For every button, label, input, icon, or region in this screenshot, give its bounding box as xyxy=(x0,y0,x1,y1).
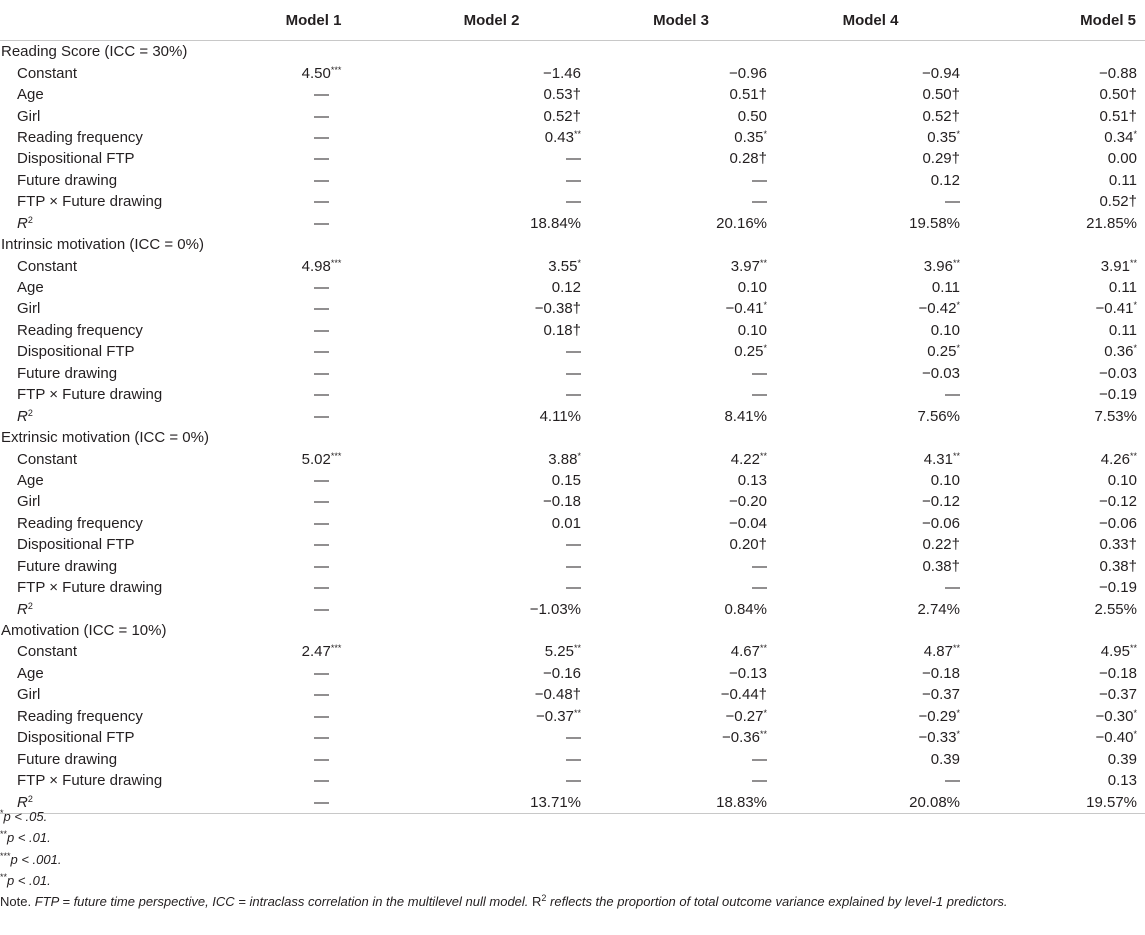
significance-mark: * xyxy=(1133,707,1137,718)
cell-model-4: −0.12 xyxy=(922,493,960,511)
cell-model-4: 20.08% xyxy=(774,791,967,813)
significance-mark: 2 xyxy=(27,407,33,418)
cell-model-2: — xyxy=(566,343,581,361)
cell-model-3: 0.20† xyxy=(729,536,767,554)
cell-model-3: 0.10 xyxy=(737,279,767,297)
cell-model-2: 0.12 xyxy=(551,279,581,297)
cell-model-1: — xyxy=(314,386,329,404)
cell-model-1: 4.98*** xyxy=(301,257,342,275)
cell-model-2: — xyxy=(566,150,581,168)
cell-model-5: 3.91** xyxy=(1100,257,1137,275)
cell-model-5: 4.26** xyxy=(1100,450,1137,468)
significance-mark: * xyxy=(1133,300,1137,311)
cell-model-1: 2.47*** xyxy=(301,643,342,661)
cell-model-3: 0.50 xyxy=(737,107,767,125)
row-label: Reading frequency xyxy=(17,321,143,339)
table-row xyxy=(0,127,1145,148)
cell-model-4: 2.74% xyxy=(917,600,960,618)
cell-model-1: — xyxy=(314,128,329,146)
section-header-row xyxy=(0,41,1145,63)
header-model-3: Model 3 xyxy=(588,0,774,41)
header-model-1: Model 1 xyxy=(232,0,395,41)
cell-model-4: 4.31** xyxy=(923,450,960,468)
cell-model-3: −0.36** xyxy=(722,729,767,747)
section-title: Reading Score (ICC = 30%) xyxy=(1,43,188,61)
cell-model-3: 18.83% xyxy=(588,791,774,813)
cell-model-2: — xyxy=(566,729,581,747)
cell-model-1: — xyxy=(314,471,329,489)
footnote-text: p < .001. xyxy=(10,851,62,867)
cell-model-3: 4.67** xyxy=(730,643,767,661)
footnote-text: p < .01. xyxy=(7,872,51,888)
cell-model-2: −1.46 xyxy=(543,64,581,82)
cell-model-3: — xyxy=(752,750,767,768)
cell-model-2: — xyxy=(566,557,581,575)
cell-model-4: 0.38† xyxy=(922,557,960,575)
significance-mark: * xyxy=(763,707,767,718)
cell-model-5: 0.00 xyxy=(1107,150,1137,168)
cell-model-4: 0.29† xyxy=(922,150,960,168)
cell-model-3: −0.44† xyxy=(720,686,767,704)
cell-model-4: 0.25* xyxy=(927,343,960,361)
cell-model-2: — xyxy=(566,171,581,189)
table-row xyxy=(0,491,1145,512)
cell-model-4: 0.35* xyxy=(927,128,960,146)
cell-model-2: 5.25** xyxy=(544,643,581,661)
cell-model-3: −0.20 xyxy=(729,493,767,511)
cell-model-3: 0.10 xyxy=(737,321,767,339)
significance-mark: * xyxy=(956,707,960,718)
cell-model-5: 0.13 xyxy=(1107,772,1137,790)
row-label: Age xyxy=(17,664,44,682)
cell-model-1: — xyxy=(314,664,329,682)
cell-model-5: −0.40* xyxy=(1095,729,1137,747)
cell-model-1: — xyxy=(314,514,329,532)
significance-mark: ** xyxy=(952,643,960,654)
cell-model-5: −0.19 xyxy=(1099,386,1137,404)
significance-mark: ** xyxy=(1129,450,1137,461)
cell-model-1: — xyxy=(314,300,329,318)
cell-model-5: −0.03 xyxy=(1099,364,1137,382)
cell-model-1: — xyxy=(314,279,329,297)
cell-model-3: 3.97** xyxy=(730,257,767,275)
row-label: Dispositional FTP xyxy=(17,729,135,747)
cell-model-4: — xyxy=(945,772,960,790)
table-row xyxy=(0,363,1145,384)
significance-mark: 2 xyxy=(27,214,33,225)
significance-mark: * xyxy=(1133,729,1137,740)
cell-model-4: −0.06 xyxy=(922,514,960,532)
table-row xyxy=(0,84,1145,105)
footnote-mark: ** xyxy=(0,871,8,882)
row-label: Constant xyxy=(17,257,78,275)
cell-model-1: — xyxy=(314,214,329,232)
row-label: Reading frequency xyxy=(17,128,143,146)
cell-model-3: 0.25* xyxy=(734,343,767,361)
cell-model-4: −0.37 xyxy=(922,686,960,704)
r-squared-label: R xyxy=(17,214,28,232)
table-row xyxy=(0,577,1145,598)
significance-mark: ** xyxy=(759,643,767,654)
significance-mark: *** xyxy=(330,450,342,461)
cell-model-5: 0.11 xyxy=(1108,321,1137,339)
cell-model-4: — xyxy=(945,579,960,597)
table-row xyxy=(0,405,1145,426)
row-label: Age xyxy=(17,86,44,104)
cell-model-3: −0.27* xyxy=(725,707,767,725)
note-prefix: Note. xyxy=(0,894,35,910)
table-row xyxy=(0,191,1145,212)
section-title: Extrinsic motivation (ICC = 0%) xyxy=(1,429,209,447)
section-title: Amotivation (ICC = 10%) xyxy=(1,622,167,640)
footnote-text: p < .01. xyxy=(7,830,51,846)
cell-model-5: 0.38† xyxy=(1099,557,1137,575)
cell-model-4: −0.33* xyxy=(918,729,960,747)
cell-model-2: — xyxy=(566,386,581,404)
cell-model-3: — xyxy=(752,171,767,189)
table-row xyxy=(0,770,1145,791)
cell-model-5: −0.19 xyxy=(1099,579,1137,597)
table-row xyxy=(0,513,1145,534)
cell-model-1: — xyxy=(314,750,329,768)
cell-model-4: 4.87** xyxy=(923,643,960,661)
row-label: Constant xyxy=(17,64,78,82)
cell-model-2: — xyxy=(566,750,581,768)
cell-model-4: 0.10 xyxy=(930,321,960,339)
cell-model-4: 0.12 xyxy=(930,171,960,189)
table-row xyxy=(0,641,1145,662)
table-row xyxy=(0,663,1145,684)
row-label: Dispositional FTP xyxy=(17,536,135,554)
row-label: Age xyxy=(17,471,44,489)
cell-model-4: — xyxy=(945,386,960,404)
cell-model-2: 13.71% xyxy=(395,791,588,813)
cell-model-2: −0.18 xyxy=(543,493,581,511)
cell-model-3: −0.13 xyxy=(729,664,767,682)
cell-model-3: — xyxy=(752,772,767,790)
cell-model-2: 4.11% xyxy=(539,407,581,425)
r-squared-label: R xyxy=(17,600,28,618)
significance-mark: 2 xyxy=(27,793,33,804)
cell-model-1: — xyxy=(314,171,329,189)
cell-model-1: — xyxy=(314,686,329,704)
table-row xyxy=(0,748,1145,769)
table-row xyxy=(0,448,1145,469)
cell-model-2: −0.48† xyxy=(534,686,581,704)
cell-model-3: — xyxy=(752,364,767,382)
cell-model-3: 0.84% xyxy=(724,600,767,618)
significance-mark: ** xyxy=(573,128,581,139)
cell-model-4: −0.94 xyxy=(922,64,960,82)
table-row xyxy=(0,341,1145,362)
row-label: Reading frequency xyxy=(17,707,143,725)
cell-model-1: — xyxy=(314,364,329,382)
row-label: Age xyxy=(17,279,44,297)
cell-model-5: −0.37 xyxy=(1099,686,1137,704)
row-label: Future drawing xyxy=(17,364,118,382)
cell-model-3: −0.41* xyxy=(725,300,767,318)
header-model-4: Model 4 xyxy=(774,0,967,41)
note-italic: FTP = future time perspective, ICC = intraclass correlation in the multilevel null model. xyxy=(34,894,529,910)
significance-mark: ** xyxy=(1129,257,1137,268)
row-label: Constant xyxy=(17,450,78,468)
significance-mark: * xyxy=(956,128,960,139)
significance-mark: ** xyxy=(759,450,767,461)
cell-model-5: 0.10 xyxy=(1107,471,1137,489)
footnote-p001 xyxy=(0,849,1145,870)
cell-model-5: −0.41* xyxy=(1095,300,1137,318)
significance-mark: * xyxy=(956,343,960,354)
significance-mark: ** xyxy=(759,257,767,268)
significance-mark: ** xyxy=(759,729,767,740)
cell-model-3: 0.13 xyxy=(737,471,767,489)
cell-model-1: — xyxy=(314,493,329,511)
header-model-2: Model 2 xyxy=(395,0,588,41)
cell-model-1: — xyxy=(314,707,329,725)
footnote-p05 xyxy=(0,806,1145,827)
table-row xyxy=(0,148,1145,169)
section-header-row xyxy=(0,234,1145,255)
row-label xyxy=(0,405,232,426)
cell-model-5: 0.36* xyxy=(1104,343,1137,361)
table-row xyxy=(0,320,1145,341)
cell-model-1: — xyxy=(314,407,329,425)
row-label: FTP × Future drawing xyxy=(17,579,163,597)
significance-mark: ** xyxy=(952,257,960,268)
cell-model-4: −0.42* xyxy=(918,300,960,318)
cell-model-2: 0.01 xyxy=(551,514,581,532)
significance-mark: * xyxy=(577,257,581,268)
row-label: Girl xyxy=(17,493,41,511)
table-row xyxy=(0,598,1145,619)
significance-mark: *** xyxy=(330,257,342,268)
cell-model-4: 0.50† xyxy=(922,86,960,104)
r-squared-label: R xyxy=(17,407,28,425)
significance-mark: * xyxy=(1133,128,1137,139)
row-label xyxy=(0,213,232,234)
section-header-row xyxy=(0,427,1145,448)
header-blank xyxy=(0,0,232,41)
table-body xyxy=(0,41,1145,814)
footnote-mark: * xyxy=(0,808,4,818)
note-r2-label: $R^2$ xyxy=(528,893,547,910)
table-notes xyxy=(0,806,1145,912)
cell-model-4: — xyxy=(945,193,960,211)
row-label: Dispositional FTP xyxy=(17,150,135,168)
cell-model-4: 0.11 xyxy=(931,279,960,297)
section-header-row xyxy=(0,620,1145,641)
cell-model-4: −0.18 xyxy=(922,664,960,682)
cell-model-5: 2.55% xyxy=(1094,600,1137,618)
row-label: Girl xyxy=(17,300,41,318)
cell-model-5: 0.39 xyxy=(1107,750,1137,768)
cell-model-2: 0.18† xyxy=(543,321,581,339)
cell-model-1: — xyxy=(314,150,329,168)
cell-model-4: 0.39 xyxy=(930,750,960,768)
row-label: Future drawing xyxy=(17,557,118,575)
cell-model-2: — xyxy=(566,579,581,597)
note-tail: reflects the proportion of total outcome variance explained by level-1 predictors. xyxy=(546,894,1008,910)
cell-model-2: 0.15 xyxy=(551,471,581,489)
table-row xyxy=(0,298,1145,319)
cell-model-4: 0.22† xyxy=(922,536,960,554)
cell-model-5: −0.06 xyxy=(1099,514,1137,532)
row-label: Dispositional FTP xyxy=(17,343,135,361)
row-label: Girl xyxy=(17,107,41,125)
significance-mark: * xyxy=(956,729,960,740)
significance-mark: * xyxy=(1133,343,1137,354)
footnote-p01 xyxy=(0,827,1145,848)
row-label xyxy=(0,598,232,619)
table-row xyxy=(0,62,1145,83)
cell-model-4: 19.58% xyxy=(909,214,960,232)
cell-model-3: 0.28† xyxy=(729,150,767,168)
significance-mark: * xyxy=(763,343,767,354)
cell-model-5: 7.53% xyxy=(1094,407,1137,425)
table-row xyxy=(0,170,1145,191)
cell-model-3: — xyxy=(752,579,767,597)
cell-model-5: −0.18 xyxy=(1099,664,1137,682)
row-label: Reading frequency xyxy=(17,514,143,532)
row-label: Future drawing xyxy=(17,750,118,768)
row-label: FTP × Future drawing xyxy=(17,386,163,404)
cell-model-3: 0.35* xyxy=(734,128,767,146)
cell-model-2: 0.53† xyxy=(543,86,581,104)
cell-model-1: — xyxy=(314,86,329,104)
cell-model-5: 0.52† xyxy=(1099,193,1137,211)
cell-model-1: — xyxy=(314,579,329,597)
cell-model-2: 18.84% xyxy=(530,214,581,232)
significance-mark: ** xyxy=(573,707,581,718)
cell-model-1: — xyxy=(314,343,329,361)
significance-mark: ** xyxy=(952,450,960,461)
cell-model-1: — xyxy=(232,791,395,813)
table-row xyxy=(0,684,1145,705)
significance-mark: *** xyxy=(330,643,342,654)
cell-model-2: 0.43** xyxy=(544,128,581,146)
cell-model-3: — xyxy=(752,386,767,404)
significance-mark: ** xyxy=(1129,643,1137,654)
table-row xyxy=(0,727,1145,748)
cell-model-5: 0.33† xyxy=(1099,536,1137,554)
row-label: Constant xyxy=(17,643,78,661)
cell-model-2: — xyxy=(566,193,581,211)
r-squared-label: R xyxy=(17,793,28,811)
cell-model-3: 0.51† xyxy=(729,86,767,104)
table-row xyxy=(0,255,1145,276)
cell-model-2: −0.37** xyxy=(536,707,581,725)
cell-model-1: — xyxy=(314,536,329,554)
cell-model-5: 0.34* xyxy=(1104,128,1137,146)
header-row xyxy=(0,0,1145,41)
footnote-mark: *** xyxy=(0,850,11,861)
significance-mark: 2 xyxy=(541,893,547,904)
significance-mark: ** xyxy=(573,643,581,654)
cell-model-4: −0.03 xyxy=(922,364,960,382)
cell-model-5: 0.11 xyxy=(1108,171,1137,189)
row-label: Girl xyxy=(17,686,41,704)
cell-model-1: — xyxy=(314,729,329,747)
cell-model-5: 4.95** xyxy=(1100,643,1137,661)
cell-model-3: 4.22** xyxy=(730,450,767,468)
cell-model-1: — xyxy=(314,772,329,790)
significance-mark: * xyxy=(956,300,960,311)
cell-model-5: −0.88 xyxy=(1099,64,1137,82)
cell-model-2: — xyxy=(566,536,581,554)
cell-model-3: −0.04 xyxy=(729,514,767,532)
significance-mark: * xyxy=(763,300,767,311)
significance-mark: * xyxy=(577,450,581,461)
row-label: Future drawing xyxy=(17,171,118,189)
cell-model-1: — xyxy=(314,321,329,339)
cell-model-3: — xyxy=(752,557,767,575)
footnote-p01-repeat xyxy=(0,870,1145,891)
table-row xyxy=(0,277,1145,298)
cell-model-1: 5.02*** xyxy=(301,450,342,468)
cell-model-1: 4.50*** xyxy=(301,64,342,82)
cell-model-3: — xyxy=(752,193,767,211)
cell-model-1: — xyxy=(314,193,329,211)
footnote-text: p < .05. xyxy=(3,809,48,824)
table-row xyxy=(0,534,1145,555)
cell-model-2: −1.03% xyxy=(529,600,581,618)
significance-mark: *** xyxy=(330,64,342,75)
table-row xyxy=(0,470,1145,491)
cell-model-3: 20.16% xyxy=(716,214,767,232)
cell-model-5: −0.30* xyxy=(1095,707,1137,725)
table-row xyxy=(0,706,1145,727)
cell-model-2: 3.88* xyxy=(548,450,581,468)
header-model-5: Model 5 xyxy=(967,0,1145,41)
cell-model-2: — xyxy=(566,364,581,382)
cell-model-2: 0.52† xyxy=(543,107,581,125)
cell-model-2: −0.38† xyxy=(534,300,581,318)
cell-model-3: −0.96 xyxy=(729,64,767,82)
section-title: Intrinsic motivation (ICC = 0%) xyxy=(1,236,204,254)
table-row xyxy=(0,556,1145,577)
cell-model-4: 7.56% xyxy=(917,407,960,425)
cell-model-3: 8.41% xyxy=(724,407,767,425)
significance-mark: * xyxy=(763,128,767,139)
cell-model-4: −0.29* xyxy=(918,707,960,725)
table-row xyxy=(0,105,1145,126)
footnote-mark: ** xyxy=(0,829,8,840)
cell-model-5: −0.12 xyxy=(1099,493,1137,511)
cell-model-5: 21.85% xyxy=(1086,214,1137,232)
cell-model-1: — xyxy=(314,557,329,575)
table-row xyxy=(0,384,1145,405)
cell-model-2: −0.16 xyxy=(543,664,581,682)
cell-model-4: 0.10 xyxy=(930,471,960,489)
cell-model-2: — xyxy=(566,772,581,790)
cell-model-5: 0.11 xyxy=(1108,279,1137,297)
cell-model-5: 19.57% xyxy=(967,791,1145,813)
row-label: FTP × Future drawing xyxy=(17,193,163,211)
cell-model-4: 0.52† xyxy=(922,107,960,125)
cell-model-5: 0.51† xyxy=(1099,107,1137,125)
cell-model-1: — xyxy=(314,600,329,618)
cell-model-2: 3.55* xyxy=(548,257,581,275)
cell-model-4: 3.96** xyxy=(923,257,960,275)
row-label: FTP × Future drawing xyxy=(17,772,163,790)
significance-mark: 2 xyxy=(27,600,33,611)
table-note xyxy=(0,891,1145,912)
table-row xyxy=(0,213,1145,234)
cell-model-1: — xyxy=(314,107,329,125)
cell-model-5: 0.50† xyxy=(1099,86,1137,104)
